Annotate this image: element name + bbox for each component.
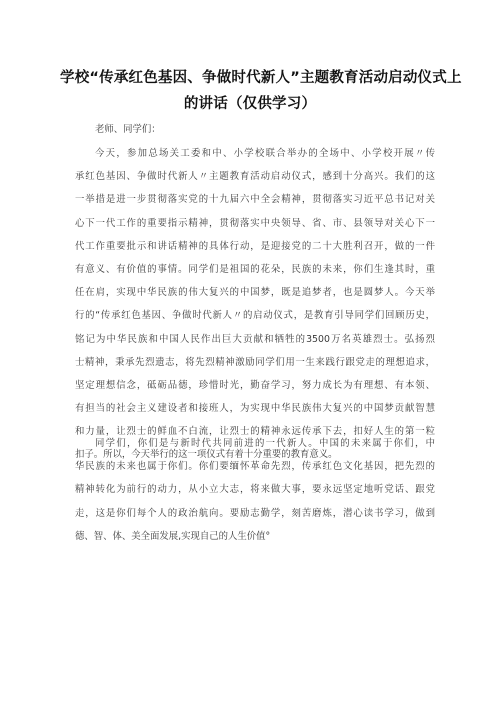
paragraph-line: 走，这是你们每个人的政治航向。要励志勤学，刻苦磨炼，潜心读书学习，做到 [75, 507, 435, 519]
paragraph-line: 有担当的社会主义建设者和接班人，为实现中华民族伟大复兴的中国梦贡献智慧 [75, 403, 435, 415]
paragraph-line: 代工作重要批示和讲话精神的具体行动，是迎接党的二十大胜利召开，做的一件 [75, 240, 435, 252]
paragraph-line: 坚定理想信念，砥砺品德，珍惜时光，勤奋学习，努力成长为有理想、有本领、 [75, 379, 435, 391]
paragraph-line: 德、智、体、美全面发展,实现自己的人生价值° [75, 530, 271, 542]
paragraph-line: 行的“传承红色基因、争做时代新人〃的启动仪式，是教育引导同学们回顾历史， [75, 310, 435, 322]
paragraph-line: 扣子。所以，今天举行的这一项仪式有着十分重要的教育意义。 [75, 449, 338, 461]
greeting: 老师、同学们： [95, 124, 161, 135]
paragraph-line: 今天，参加总场关工委和中、小学校联合举办的全场中、小学校开展〃传 [95, 148, 435, 159]
paragraph-line: 精神转化为前行的动力，从小立大志，将来做大事，要永远坚定地听党话、跟党 [75, 484, 435, 496]
paragraph-line: 任在肩，实现中华民族的伟大复兴的中国梦，既是追梦者，也是圆梦人。今天举 [75, 287, 435, 299]
paragraph-line: 一举措是进一步贯彻落实党的十九届六中全会精神，贯彻落实习近平总书记对关 [75, 194, 435, 206]
paragraph-line: 同学们，你们是与新时代共同前进的一代新人。中国的未来属于你们，中 [95, 438, 435, 449]
paragraph-line: 承红色基因、争做时代新人〃主题教育活动启动仪式，感到十分高兴。我们的这 [75, 171, 435, 183]
paragraph-line: 和力量，让烈士的鲜血不白流，让烈士的精神永远传承下去，扣好人生的第一粒 [75, 426, 435, 438]
paragraph-line: 有意义、有价值的事情。同学们是祖国的花朵，民族的未来，你们生逢其时，重 [75, 263, 435, 275]
paragraph-line: 心下一代工作的重要指示精神，贯彻落实中央领导、省、市、县领导对关心下一 [75, 217, 435, 229]
paragraph-line: 铭记为中华民族和中国人民作出巨大贡献和牺牲的3500万名英雄烈士。弘扬烈 [75, 333, 435, 345]
paragraph-2 [75, 432, 435, 548]
document-title-line2: 的讲话（仅供学习） [183, 96, 317, 112]
paragraph-line: 士精神，秉承先烈遗志，将先烈精神激励同学们用一生来践行跟党走的理想追求， [75, 356, 435, 368]
document-title-line1: 学校“传承红色基因、争做时代新人”主题教育活动启动仪式上 [60, 70, 462, 86]
paragraph-1 [75, 142, 435, 467]
paragraph-line: 华民族的未来也属于你们。你们要缅怀革命先烈，传承红色文化基因，把先烈的 [75, 461, 435, 473]
